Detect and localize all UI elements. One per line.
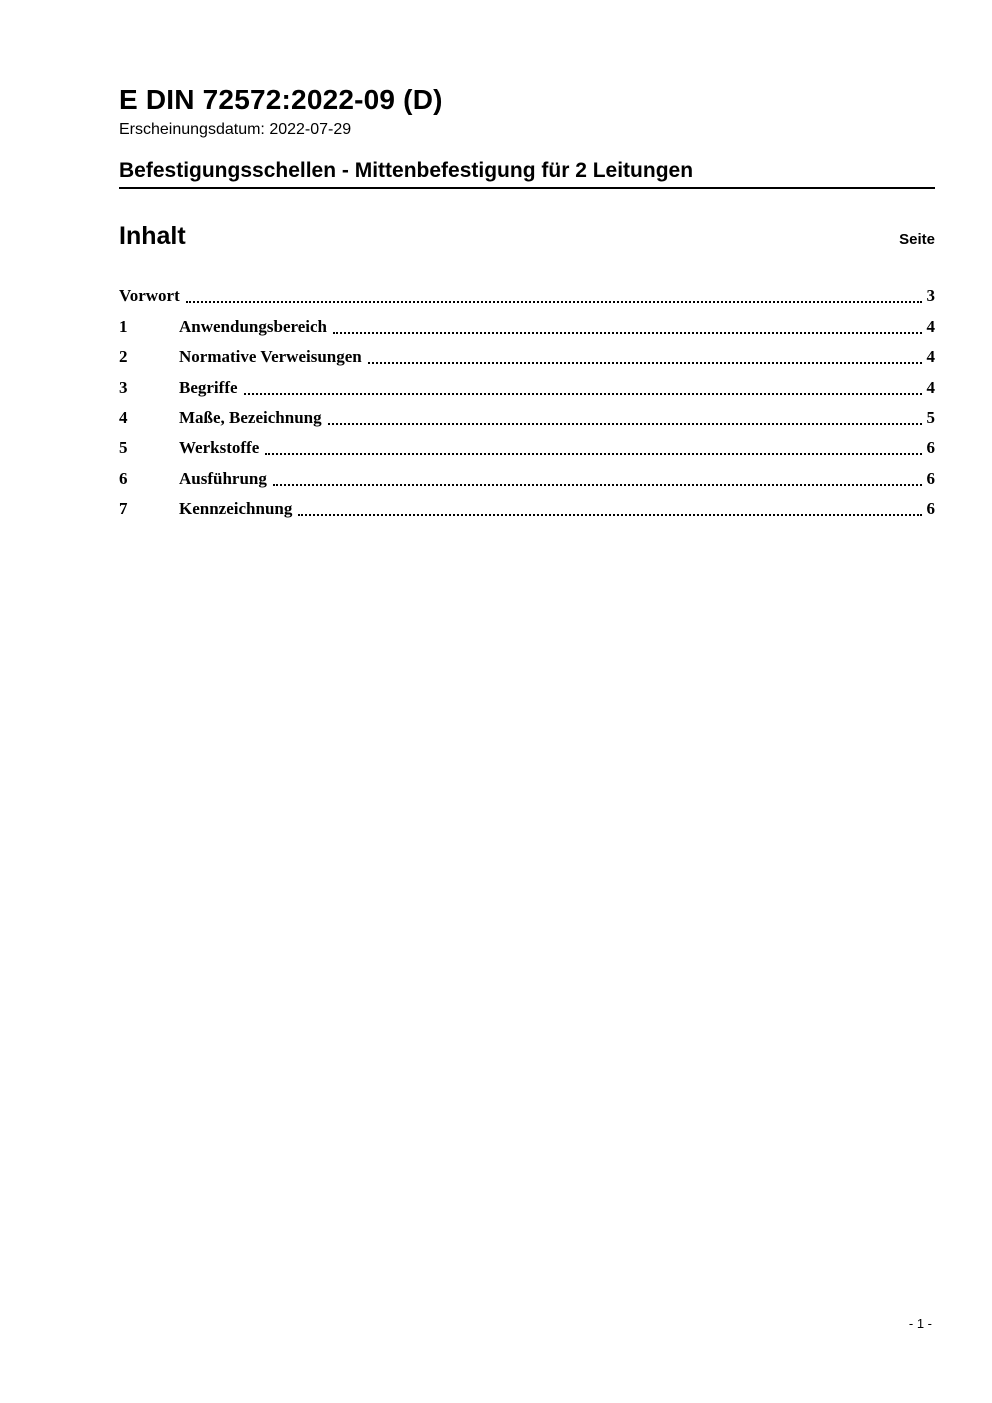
document-subtitle: Befestigungsschellen - Mittenbefestigung für 2 Leitungen bbox=[119, 159, 694, 182]
toc-entry-werkstoffe[interactable] bbox=[119, 429, 935, 459]
toc-entry-page: 6 bbox=[926, 468, 935, 488]
toc-page-column-label: Seite bbox=[899, 231, 935, 248]
toc-dot-leader bbox=[273, 484, 922, 486]
release-date-label: Erscheinungsdatum: bbox=[119, 121, 265, 138]
toc-entry-number: 4 bbox=[119, 407, 128, 427]
toc-dot-leader bbox=[244, 393, 922, 395]
toc-entry-number: 6 bbox=[119, 468, 128, 488]
toc-entry-page: 6 bbox=[926, 499, 935, 519]
toc-entry-anwendungsbereich[interactable] bbox=[119, 307, 935, 337]
toc-entry-page: 4 bbox=[926, 377, 935, 397]
toc-dot-leader bbox=[328, 423, 922, 425]
toc-entry-number: 5 bbox=[119, 438, 128, 458]
toc-dot-leader bbox=[368, 362, 922, 364]
toc-entry-page: 4 bbox=[926, 316, 935, 336]
toc-entry-page: 3 bbox=[926, 286, 935, 306]
header-rule bbox=[119, 187, 935, 189]
document-header bbox=[119, 84, 935, 197]
toc-entry-title: Maße, Bezeichnung bbox=[179, 407, 322, 427]
toc-dot-leader bbox=[333, 332, 922, 334]
toc-entry-number: 1 bbox=[119, 316, 128, 336]
toc-entry-title: Ausführung bbox=[179, 468, 267, 488]
toc-heading: Inhalt bbox=[119, 222, 186, 250]
toc-entry-title: Anwendungsbereich bbox=[179, 316, 327, 336]
page-footer bbox=[909, 1316, 932, 1332]
toc-entry-title: Kennzeichnung bbox=[179, 499, 293, 519]
toc-entry-title: Vorwort bbox=[119, 286, 180, 306]
toc-header-row bbox=[119, 221, 935, 251]
toc-entry-begriffe[interactable] bbox=[119, 368, 935, 398]
release-date-value: 2022-07-29 bbox=[269, 121, 352, 138]
toc-entry-page: 5 bbox=[926, 407, 935, 427]
toc-entry-page: 4 bbox=[926, 347, 935, 367]
toc-entry-title: Begriffe bbox=[179, 377, 238, 397]
toc-entry-title: Werkstoffe bbox=[179, 438, 260, 458]
toc-entry-number: 2 bbox=[119, 347, 128, 367]
toc-entry-normative-verweisungen[interactable] bbox=[119, 338, 935, 368]
footer-page-number: - 1 - bbox=[908, 1316, 932, 1331]
toc-entry-number: 7 bbox=[119, 499, 128, 519]
toc-dot-leader bbox=[186, 301, 922, 303]
document-title: E DIN 72572:2022-09 (D) bbox=[119, 84, 443, 115]
toc-entry-title: Normative Verweisungen bbox=[179, 347, 362, 367]
toc-entry-number: 3 bbox=[119, 377, 128, 397]
toc-entry-kennzeichnung[interactable] bbox=[119, 490, 935, 520]
toc-entry-page: 6 bbox=[926, 438, 935, 458]
release-date-line bbox=[119, 120, 935, 139]
toc-dot-leader bbox=[298, 514, 922, 516]
toc-dot-leader bbox=[265, 453, 922, 455]
toc-list bbox=[119, 277, 935, 520]
toc-entry-ausfuehrung[interactable] bbox=[119, 459, 935, 489]
toc-entry-masse-bezeichnung[interactable] bbox=[119, 399, 935, 429]
toc-entry-vorwort[interactable] bbox=[119, 277, 935, 307]
